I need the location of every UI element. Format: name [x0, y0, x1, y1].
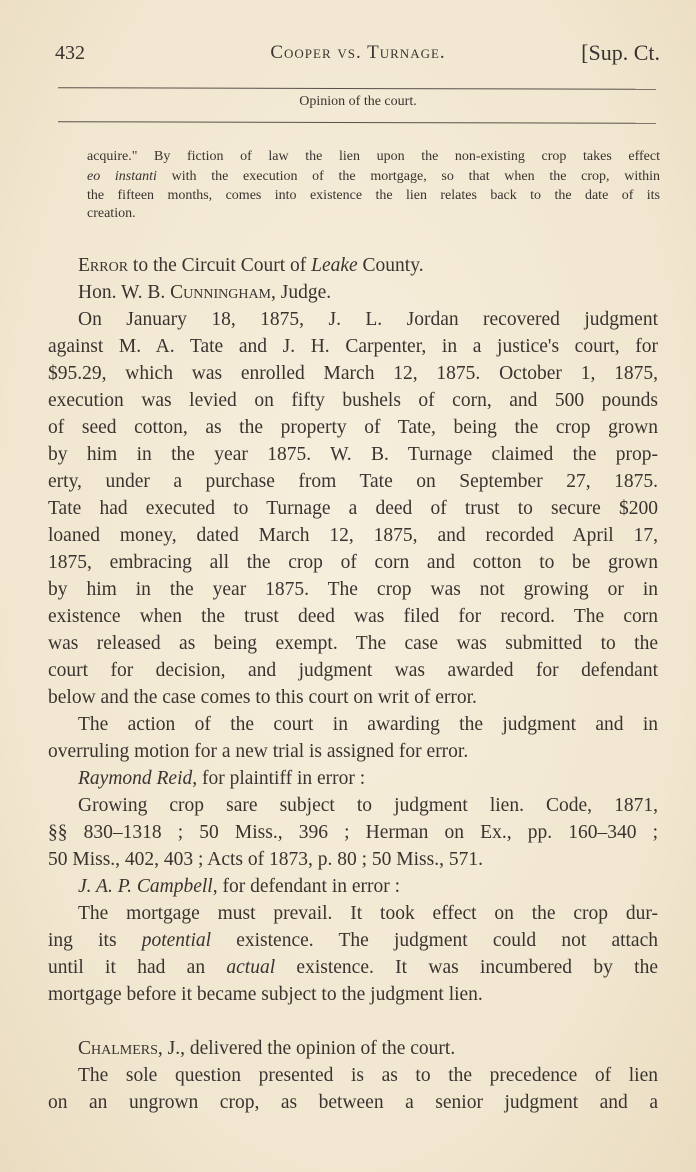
text-segment: , J., delivered the opinion of the court. — [157, 1038, 456, 1059]
italic-text: Raymond Reid — [78, 768, 193, 789]
small-caps-text: Cunningham — [170, 282, 271, 303]
text-segment: Hon. W. B. — [78, 282, 171, 303]
italic-text: eo instanti — [87, 169, 157, 184]
text-segment: , for defendant in error : — [212, 876, 401, 897]
paragraph-line — [48, 495, 658, 522]
text-segment: 1875, embracing all the crop of corn and cotton to be grown — [48, 552, 658, 573]
text-segment: erty, under a purchase from Tate on September 27, 1875. — [48, 471, 658, 492]
paragraph-line — [48, 954, 658, 981]
text-segment: until it had an — [48, 957, 227, 978]
text-segment: 50 Miss., 402, 403 ; Acts of 1873, p. 80 ; 50 Miss., 571. — [48, 849, 483, 870]
small-caps-text: Chalmers — [78, 1038, 158, 1059]
paragraph-line — [78, 306, 658, 333]
paragraph-line — [48, 360, 658, 387]
paragraph-line — [48, 522, 658, 549]
paragraph-line — [48, 738, 658, 765]
paragraph-line — [48, 1089, 658, 1116]
text-segment: overruling motion for a new trial is assigned for error. — [48, 741, 469, 762]
paragraph-line — [48, 981, 658, 1008]
text-segment: The action of the court in awarding the judgment and in — [78, 714, 658, 735]
text-segment: was released as being exempt. The case was submitted to the — [48, 633, 658, 654]
text-segment: existence. The judgment could not attach — [211, 930, 658, 951]
paragraph-line — [48, 819, 658, 846]
paragraph-line — [48, 657, 658, 684]
text-segment: acquire." By fiction of law the lien upon the non-existing crop takes effect — [87, 149, 660, 164]
text-segment: Tate had executed to Turnage a deed of trust to secure $200 — [48, 498, 658, 519]
paragraph-line — [48, 441, 658, 468]
paragraph-line — [48, 684, 658, 711]
text-segment: County. — [357, 255, 424, 276]
text-segment: against M. A. Tate and J. H. Carpenter, in a justice's court, for — [48, 336, 658, 357]
paragraph-line — [78, 792, 658, 819]
text-segment: by him in the year 1875. The crop was not growing or in — [48, 579, 658, 600]
paragraph-line — [78, 873, 658, 900]
text-segment: execution was levied on fifty bushels of corn, and 500 pounds — [48, 390, 658, 411]
text-segment: mortgage before it became subject to the judgment lien. — [48, 984, 483, 1005]
paragraph-line — [48, 468, 658, 495]
text-segment: §§ 830–1318 ; 50 Miss., 396 ; Herman on Ex., pp. 160–340 ; — [48, 822, 658, 843]
text-segment: loaned money, dated March 12, 1875, and recorded April 17, — [48, 525, 658, 546]
text-segment: creation. — [87, 206, 136, 221]
text-segment: , for plaintiff in error : — [192, 768, 366, 789]
paragraph-line — [78, 1035, 658, 1062]
footnote-line — [87, 147, 660, 166]
paragraph-line — [78, 711, 658, 738]
italic-text: Leake — [311, 255, 358, 276]
paragraph-line — [78, 900, 658, 927]
text-segment: $95.29, which was enrolled March 12, 1875. October 1, 1875, — [48, 363, 658, 384]
text-segment: court for decision, and judgment was awarded for defendant — [48, 660, 658, 681]
text-segment: by him in the year 1875. W. B. Turnage claimed the prop- — [48, 444, 658, 465]
paragraph-line — [78, 765, 658, 792]
text-segment: The sole question presented is as to the precedence of lien — [78, 1065, 658, 1086]
text-segment: The mortgage must prevail. It took effect on the crop dur- — [78, 903, 658, 924]
paragraph-line — [48, 927, 658, 954]
italic-text: J. A. P. Campbell — [78, 876, 213, 897]
text-segment: of seed cotton, as the property of Tate, being the crop grown — [48, 417, 658, 438]
paragraph-line — [48, 414, 658, 441]
page-number: 432 — [55, 42, 85, 64]
footnote-line — [87, 204, 660, 223]
text-segment: with the execution of the mortgage, so that when the crop, within — [156, 169, 660, 184]
court-label: [Sup. Ct. — [581, 40, 660, 65]
italic-text: actual — [226, 957, 276, 978]
footnote-line — [87, 167, 660, 186]
text-segment: existence. It was incumbered by the — [275, 957, 658, 978]
footnote-line — [87, 186, 660, 205]
small-caps-text: Error — [78, 255, 129, 276]
paragraph-line — [48, 387, 658, 414]
italic-text: potential — [141, 930, 212, 951]
text-segment: ing its — [48, 930, 142, 951]
paragraph-line — [78, 1062, 658, 1089]
text-segment: Growing crop sare subject to judgment lien. Code, 1871, — [78, 795, 658, 816]
paragraph-line — [48, 846, 658, 873]
text-segment: below and the case comes to this court on writ of error. — [48, 687, 477, 708]
paragraph-line — [48, 603, 658, 630]
text-segment: On January 18, 1875, J. L. Jordan recovered judgment — [78, 309, 658, 330]
text-segment: , Judge. — [271, 282, 332, 303]
paragraph-line — [48, 576, 658, 603]
text-segment: to the Circuit Court of — [128, 255, 312, 276]
paragraph-line — [48, 549, 658, 576]
text-segment: the fifteen months, comes into existence the lien relates back to the date of its — [87, 188, 660, 203]
paragraph-line — [48, 333, 658, 360]
text-segment: on an ungrown crop, as between a senior judgment and a — [48, 1092, 658, 1113]
paragraph-line — [48, 630, 658, 657]
text-segment: existence when the trust deed was filed for record. The corn — [48, 606, 658, 627]
paragraph-line — [78, 279, 658, 306]
paragraph-line — [78, 252, 658, 279]
section-heading: Opinion of the court. — [299, 94, 417, 109]
running-title: Cooper vs. Turnage. — [270, 42, 446, 63]
